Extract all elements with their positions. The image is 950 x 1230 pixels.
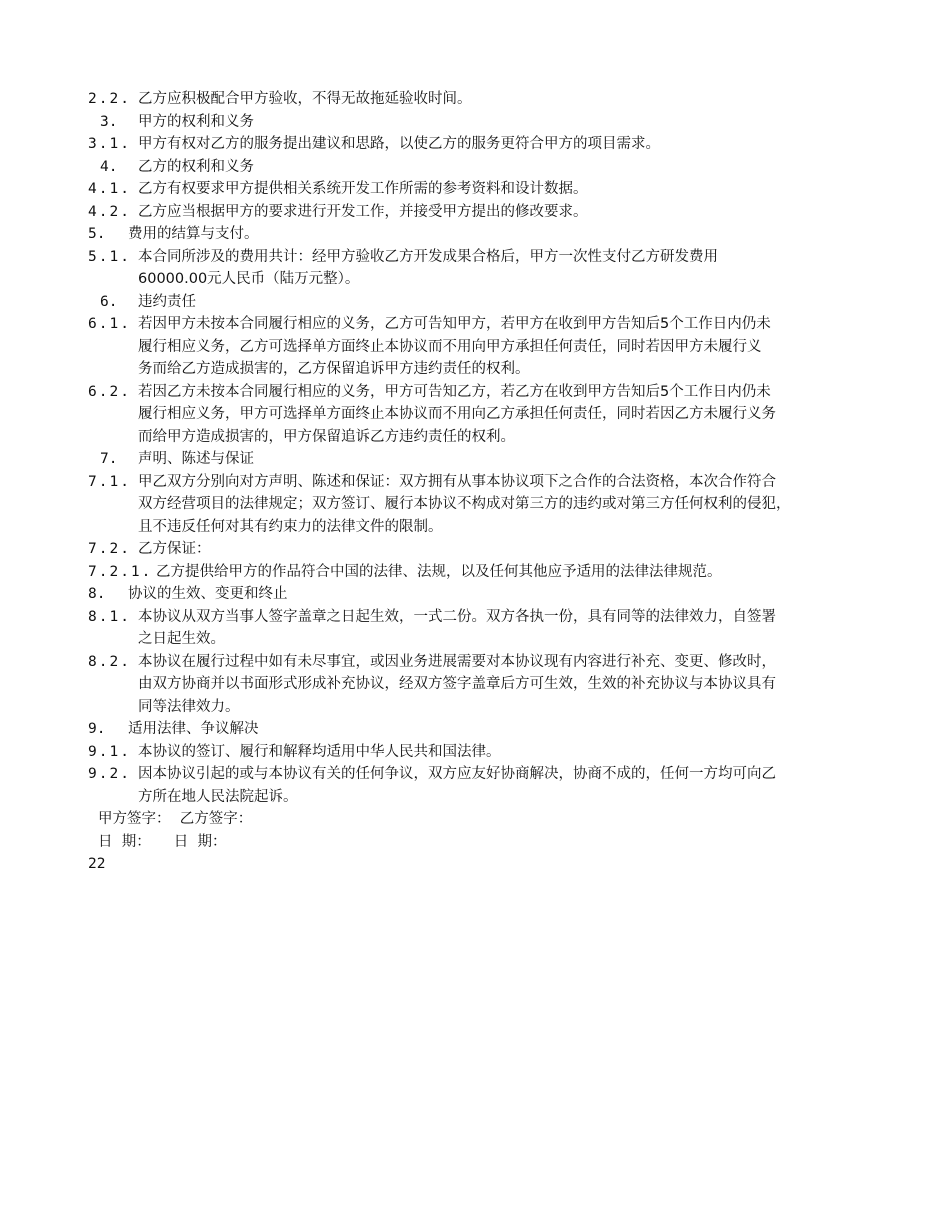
clause-item	[88, 606, 868, 651]
clause-line: 履行相应义务，乙方可选择单方面终止本协议而不用向甲方承担任何责任，同时若因甲方未履行义	[138, 338, 762, 355]
section-heading	[88, 718, 868, 741]
clause-item	[88, 538, 868, 561]
clause-text	[138, 313, 771, 381]
clause-number: 4.1.	[88, 181, 131, 197]
clause-number: 8.2.	[88, 653, 131, 670]
clause-line: 若因甲方未按本合同履行相应的义务，乙方可告知甲方，若甲方在收到甲方告知后5个工作日内仍未	[138, 316, 771, 332]
clause-text	[138, 88, 472, 111]
clause-line: 乙方提供给甲方的作品符合中国的法律、法规，以及任何其他应予适用的法律法律规范。	[156, 563, 722, 580]
clause-line: 甲方有权对乙方的服务提出建议和思路，以使乙方的服务更符合甲方的项目需求。	[138, 136, 660, 152]
clause-line: 若因乙方未按本合同履行相应的义务，甲方可告知乙方，若乙方在收到甲方告知后5个工作日内仍未	[138, 383, 771, 400]
signature-line: 甲方签字： 乙方签字：	[98, 811, 253, 827]
clause-item	[88, 201, 868, 224]
clause-number: 6.1.	[88, 316, 131, 332]
clause-number: 4.2.	[88, 203, 131, 220]
clause-number: 9.2.	[88, 766, 131, 782]
clause-line: 本协议在履行过程中如有未尽事宜，或因业务进展需要对本协议现有内容进行补充、变更、修改时，	[138, 653, 776, 670]
section-heading	[88, 223, 868, 246]
section-number: 4.	[100, 158, 118, 175]
clause-text	[138, 651, 776, 719]
section-title: 声明、陈述与保证	[138, 451, 254, 467]
section-title: 适用法律、争议解决	[128, 721, 259, 737]
section-number: 7.	[100, 451, 118, 467]
clause-item	[88, 88, 868, 111]
clause-text	[138, 763, 776, 808]
section-number: 9.	[88, 721, 106, 737]
section-heading	[88, 156, 868, 179]
clause-number: 8.1.	[88, 608, 131, 625]
clause-number: 5.1.	[88, 248, 131, 265]
clause-item	[88, 313, 868, 381]
clause-line: 本协议从双方当事人签字盖章之日起生效，一式二份。双方各执一份，具有同等的法律效力，自签署	[138, 608, 776, 625]
section-title: 乙方的权利和义务	[138, 158, 254, 175]
clause-text	[138, 201, 588, 224]
clause-line: 履行相应义务，甲方可选择单方面终止本协议而不用向乙方承担任何责任，同时若因乙方未履行义务	[138, 406, 776, 422]
clause-number: 7.2.1.	[88, 563, 153, 580]
clause-text	[138, 471, 791, 539]
page-number: 22	[88, 856, 106, 872]
section-number: 6.	[100, 293, 118, 310]
section-number: 3.	[100, 113, 118, 130]
section-heading	[88, 448, 868, 471]
clause-text	[138, 741, 501, 764]
clause-item	[88, 381, 868, 449]
clause-number: 7.1.	[88, 473, 131, 490]
clause-number: 9.1.	[88, 743, 131, 760]
clause-line: 60000.00元人民币（陆万元整）。	[138, 271, 360, 287]
clause-line: 而给甲方造成损害的，甲方保留追诉乙方违约责任的权利。	[138, 428, 515, 445]
section-title: 甲方的权利和义务	[138, 113, 254, 130]
clause-item	[88, 471, 868, 539]
clause-line: 因本协议引起的或与本协议有关的任何争议，双方应友好协商解决，协商不成的，任何一方均可向乙	[138, 766, 776, 782]
clause-line: 乙方应当根据甲方的要求进行开发工作，并接受甲方提出的修改要求。	[138, 203, 588, 220]
contract-body	[88, 88, 868, 876]
clause-item	[88, 133, 868, 156]
section-heading	[88, 583, 868, 606]
clause-item	[88, 741, 868, 764]
clause-line: 双方经营项目的法律规定；双方签订、履行本协议不构成对第三方的违约或对第三方任何权利的侵犯，	[138, 496, 791, 512]
clause-line: 务而给乙方造成损害的，乙方保留追诉甲方违约责任的权利。	[138, 361, 530, 377]
clause-text	[138, 178, 588, 201]
section-heading	[88, 291, 868, 314]
clause-number: 2.2.	[88, 91, 131, 107]
clause-item	[88, 246, 868, 291]
clause-item	[88, 763, 868, 808]
clause-text	[156, 561, 722, 584]
clause-item	[88, 561, 868, 584]
clause-number: 7.2.	[88, 541, 131, 557]
clause-text	[138, 606, 776, 651]
clause-line: 本合同所涉及的费用共计：经甲方验收乙方开发成果合格后，甲方一次性支付乙方研发费用	[138, 248, 718, 265]
clause-line: 乙方保证：	[138, 541, 211, 557]
clause-line: 由双方协商并以书面形式形成补充协议，经双方签字盖章后方可生效，生效的补充协议与本协议具有	[138, 676, 776, 692]
clause-item	[88, 178, 868, 201]
clause-line: 乙方应积极配合甲方验收，不得无故拖延验收时间。	[138, 91, 472, 107]
section-number: 8.	[88, 586, 106, 602]
clause-line: 方所在地人民法院起诉。	[138, 788, 298, 805]
date-line: 日 期： 日 期：	[98, 833, 227, 850]
clause-item	[88, 651, 868, 719]
section-title: 违约责任	[138, 293, 196, 310]
clause-text	[138, 538, 211, 561]
section-title: 费用的结算与支付。	[128, 226, 259, 242]
section-heading	[88, 111, 868, 134]
clause-line: 且不违反任何对其有约束力的法律文件的限制。	[138, 518, 443, 535]
section-number: 5.	[88, 226, 106, 242]
clause-line: 同等法律效力。	[138, 698, 240, 715]
clause-text	[138, 133, 660, 156]
clause-line: 本协议的签订、履行和解释均适用中华人民共和国法律。	[138, 743, 501, 760]
clause-text	[138, 246, 718, 291]
clause-number: 3.1.	[88, 136, 131, 152]
clause-line: 之日起生效。	[138, 631, 225, 647]
clause-number: 6.2.	[88, 383, 131, 400]
clause-text	[138, 381, 776, 449]
clause-line: 乙方有权要求甲方提供相关系统开发工作所需的参考资料和设计数据。	[138, 181, 588, 197]
clause-line: 甲乙双方分别向对方声明、陈述和保证：双方拥有从事本协议项下之合作的合法资格，本次合作符合	[138, 473, 776, 490]
section-title: 协议的生效、变更和终止	[128, 586, 288, 602]
